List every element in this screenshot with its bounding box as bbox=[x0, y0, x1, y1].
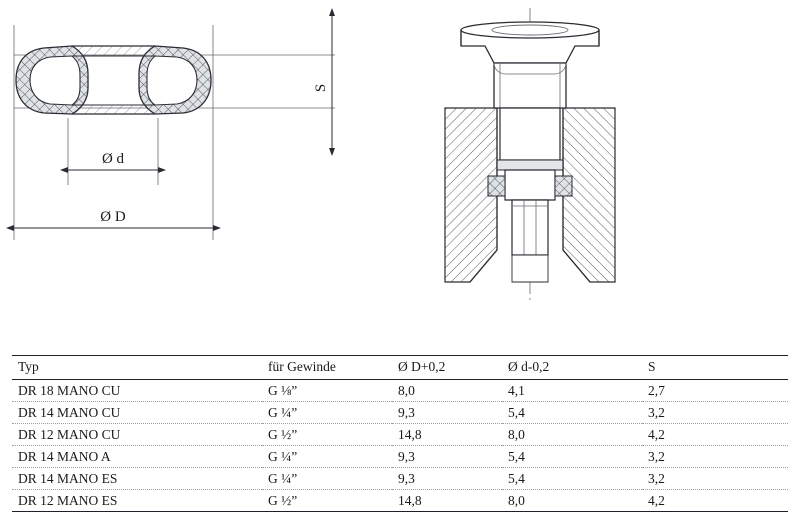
table-header-row bbox=[12, 356, 788, 380]
cell-S: 4,2 bbox=[642, 424, 788, 446]
table-row bbox=[12, 402, 788, 424]
cell-typ: DR 12 MANO CU bbox=[12, 424, 262, 446]
cell-d: 5,4 bbox=[502, 468, 642, 490]
cell-typ: DR 12 MANO ES bbox=[12, 490, 262, 512]
cell-d: 4,1 bbox=[502, 380, 642, 402]
table-row bbox=[12, 380, 788, 402]
table-row bbox=[12, 446, 788, 468]
cell-gewinde: G ¼” bbox=[262, 402, 392, 424]
cell-S: 3,2 bbox=[642, 402, 788, 424]
cell-S: 3,2 bbox=[642, 468, 788, 490]
col-header-thickness: S bbox=[642, 356, 788, 380]
cell-D: 8,0 bbox=[392, 380, 502, 402]
sealing-ring-cross-section bbox=[14, 16, 335, 240]
label-thickness: S bbox=[313, 83, 329, 93]
table-body bbox=[12, 380, 788, 512]
cell-typ: DR 14 MANO ES bbox=[12, 468, 262, 490]
cell-D: 14,8 bbox=[392, 490, 502, 512]
cell-gewinde: G ⅛” bbox=[262, 380, 392, 402]
cell-D: 9,3 bbox=[392, 468, 502, 490]
cell-d: 5,4 bbox=[502, 446, 642, 468]
cell-D: 9,3 bbox=[392, 402, 502, 424]
cell-D: 9,3 bbox=[392, 446, 502, 468]
cell-typ: DR 14 MANO A bbox=[12, 446, 262, 468]
cell-d: 5,4 bbox=[502, 402, 642, 424]
cell-gewinde: G ½” bbox=[262, 424, 392, 446]
cell-typ: DR 14 MANO CU bbox=[12, 402, 262, 424]
cell-D: 14,8 bbox=[392, 424, 502, 446]
label-outer-diameter: Ø D bbox=[100, 209, 126, 225]
cell-gewinde: G ¼” bbox=[262, 446, 392, 468]
col-header-typ: Typ bbox=[12, 356, 262, 380]
cell-d: 8,0 bbox=[502, 490, 642, 512]
cell-gewinde: G ¼” bbox=[262, 468, 392, 490]
col-header-outer-diameter: Ø D+0,2 bbox=[392, 356, 502, 380]
cell-S: 3,2 bbox=[642, 446, 788, 468]
table-row bbox=[12, 424, 788, 446]
spec-table-container bbox=[12, 355, 788, 512]
spec-table bbox=[12, 355, 788, 512]
cell-d: 8,0 bbox=[502, 424, 642, 446]
col-header-gewinde: für Gewinde bbox=[262, 356, 392, 380]
table-row bbox=[12, 490, 788, 512]
cell-gewinde: G ½” bbox=[262, 490, 392, 512]
cell-S: 4,2 bbox=[642, 490, 788, 512]
label-inner-diameter: Ø d bbox=[101, 151, 125, 167]
assembly-section-view bbox=[445, 8, 615, 300]
cell-S: 2,7 bbox=[642, 380, 788, 402]
col-header-inner-diameter: Ø d-0,2 bbox=[502, 356, 642, 380]
cell-typ: DR 18 MANO CU bbox=[12, 380, 262, 402]
table-row bbox=[12, 468, 788, 490]
